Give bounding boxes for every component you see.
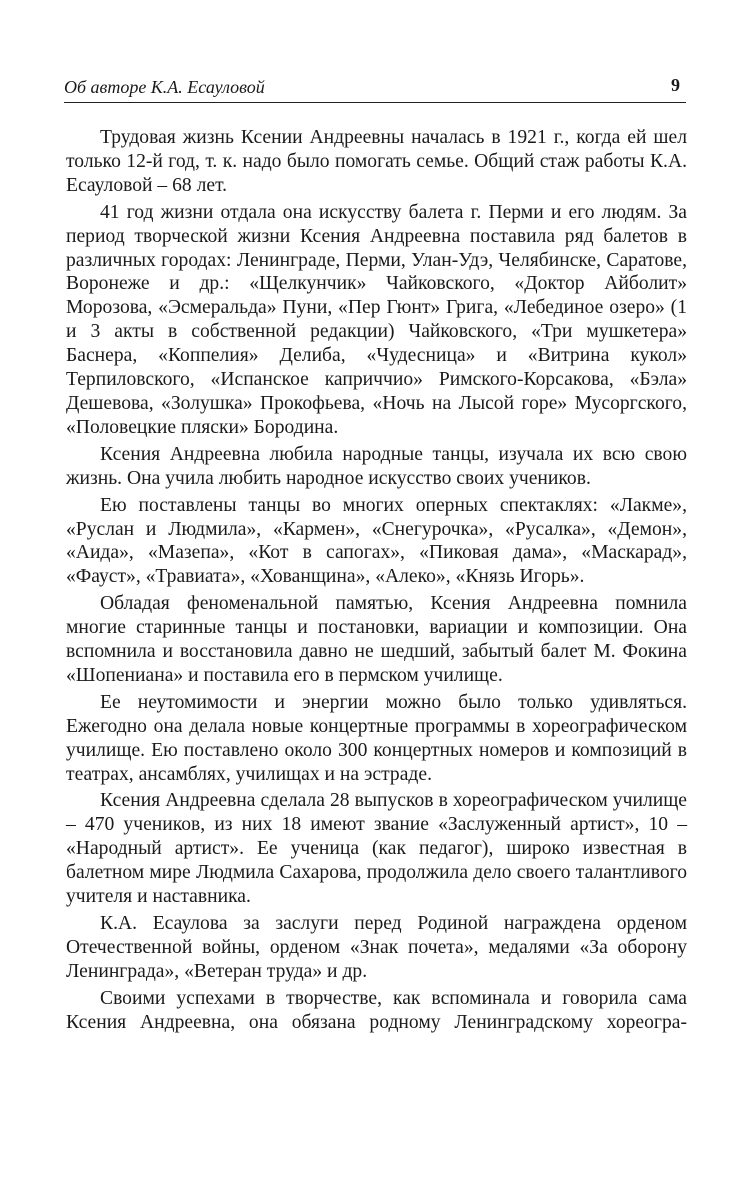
- page-number: 9: [671, 75, 680, 95]
- paragraph: 41 год жизни отдала она искусству балета г. Перми и его людям. За период творческой жизни Ксения Андреевна поставила ряд балетов в различных городах: Ленинграде, Перми, Улан-Удэ, Челябинске, Саратове, Воронеже и др.: «Щелкунчик» Чайковского, «Доктор Айболит» Морозова, «Эсмеральда» Пуни, «Пер Гюнт» Грига, «Лебединое озеро» (1 и 3 акты в собственной редакции) Чайковского, «Три мушкетера» Баснера, «Коппелия» Делиба, «Чудесница» и «Витрина кукол» Терпиловского, «Испанское каприччио» Римского-Корсакова, «Бэла» Дешевова, «Золушка» Прокофьева, «Ночь на Лысой горе» Мусоргского, «Половецкие пляски» Бородина.: [66, 201, 687, 438]
- body-text: [66, 126, 687, 1038]
- paragraph: Ксения Андреевна любила народные танцы, изучала их всю свою жизнь. Она учила любить народное искусство своих учеников.: [66, 443, 687, 489]
- running-head: Об авторе К.А. Есауловой: [64, 77, 265, 97]
- paragraph: Трудовая жизнь Ксении Андреевны началась в 1921 г., когда ей шел только 12-й год, т. к. надо было помогать семье. Общий стаж работы К.А. Есауловой – 68 лет.: [66, 127, 687, 196]
- paragraph: Ею поставлены танцы во многих оперных спектаклях: «Лакме», «Руслан и Людмила», «Кармен», «Снегурочка», «Русалка», «Демон», «Аида», «Мазепа», «Кот в сапогах», «Пиковая дама», «Маскарад», «Фауст», «Травиата», «Хованщина», «Алеко», «Князь Игорь».: [66, 494, 687, 588]
- paragraph: К.А. Есаулова за заслуги перед Родиной награждена орденом Отечественной войны, орденом «Знак почета», медалями «За оборону Ленинграда», «Ветеран труда» и др.: [66, 913, 687, 982]
- paragraph: Обладая феноменальной памятью, Ксения Андреевна помнила многие старинные танцы и постановки, вариации и композиции. Она вспомнила и восстановила давно не шедший, забытый балет М. Фокина «Шопениана» и поставила его в пермском училище.: [66, 593, 687, 686]
- paragraph: Своими успехами в творчестве, как вспоминала и говорила сама Ксения Андреевна, она обязана родному Ленинградскому хореогра-: [66, 987, 687, 1033]
- paragraph: Ксения Андреевна сделала 28 выпусков в хореографическом училище – 470 учеников, из них 18 имеют звание «Заслуженный артист», 10 – «Народный артист». Ее ученица (как педагог), широко известная в балетном мире Людмила Сахарова, продолжила дело своего талантливого учителя и наставника.: [66, 790, 687, 908]
- page-header: [64, 76, 686, 103]
- paragraph: Ее неутомимости и энергии можно было только удивляться. Ежегодно она делала новые концертные программы в хореографическом училище. Ею поставлено около 300 концертных номеров и композиций в театрах, ансамблях, училищах и на эстраде.: [66, 691, 687, 785]
